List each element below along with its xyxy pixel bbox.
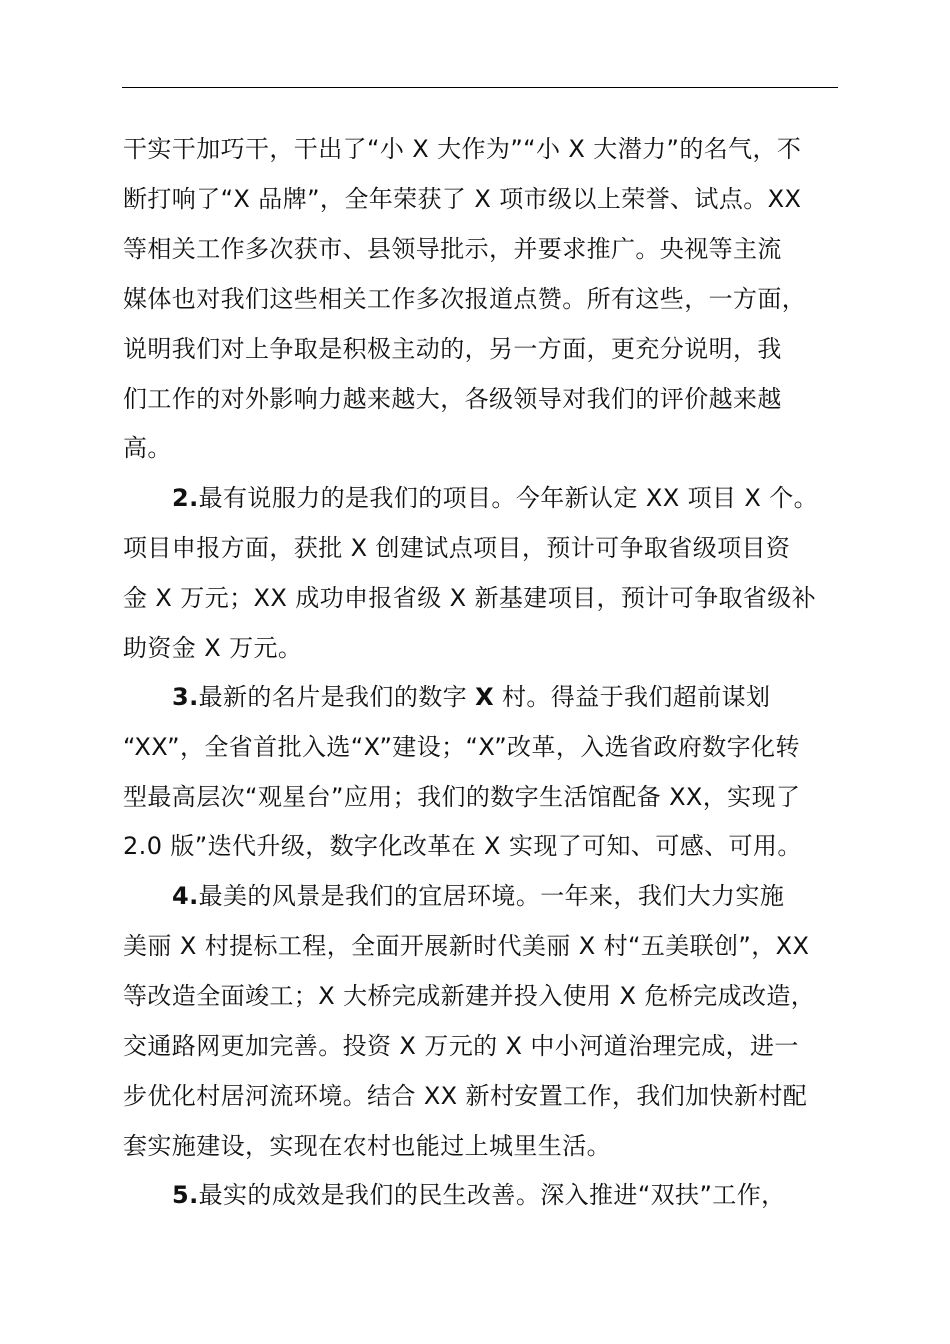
item-heading-text: 最有说服力的是我们的项目。今年新认定 XX 项目 X 个。 — [198, 484, 819, 512]
paragraph-line: 们工作的对外影响力越来越大，各级领导对我们的评价越来越 — [123, 385, 782, 413]
paragraph-line: 项目申报方面，获批 X 创建试点项目，预计可争取省级项目资 — [123, 534, 791, 562]
paragraph-line: 型最高层次“观星台”应用；我们的数字生活馆配备 XX，实现了 — [123, 783, 801, 811]
item-number: 4. — [172, 882, 199, 910]
item-heading-text: 最实的成效是我们的民生改善。深入推进“双扶”工作， — [198, 1181, 786, 1209]
item-number: 5. — [172, 1181, 199, 1209]
paragraph-line: 等相关工作多次获市、县领导批示，并要求推广。央视等主流 — [123, 235, 782, 263]
bold-x: X — [475, 683, 494, 711]
paragraph-line: 交通路网更加完善。投资 X 万元的 X 中小河道治理完成，进一 — [123, 1032, 799, 1060]
paragraph-line: 步优化村居河流环境。结合 XX 新村安置工作，我们加快新村配 — [123, 1082, 808, 1110]
paragraph-line: 2.0 版”迭代升级，数字化改革在 X 实现了可知、可感、可用。 — [123, 832, 802, 860]
header-rule — [122, 87, 838, 88]
paragraph-line: 高。 — [123, 434, 172, 462]
paragraph-line: 等改造全面竣工；X 大桥完成新建并投入使用 X 危桥完成改造， — [123, 982, 816, 1010]
item-3-first-line — [172, 681, 912, 713]
item-heading-text: 最新的名片是我们的数字 — [198, 683, 476, 711]
paragraph-line: 助资金 X 万元。 — [123, 634, 303, 662]
paragraph-line: “XX”，全省首批入选“X”建设；“X”改革，入选省政府数字化转 — [123, 733, 800, 761]
item-2-first-line — [172, 482, 912, 514]
paragraph-line: 断打响了“X 品牌”，全年荣获了 X 项市级以上荣誉、试点。XX — [123, 185, 802, 213]
paragraph-line: 套实施建设，实现在农村也能过上城里生活。 — [123, 1132, 611, 1160]
item-5-first-line — [172, 1179, 912, 1211]
paragraph-line: 干实干加巧干，干出了“小 X 大作为”“小 X 大潜力”的名气，不 — [123, 135, 802, 163]
item-number: 2. — [172, 484, 199, 512]
item-heading-text: 村。得益于我们超前谋划 — [493, 683, 771, 711]
paragraph-line: 金 X 万元；XX 成功申报省级 X 新基建项目，预计可争取省级补 — [123, 584, 817, 612]
paragraph-line: 说明我们对上争取是积极主动的，另一方面，更充分说明，我 — [123, 335, 782, 363]
paragraph-line: 媒体也对我们这些相关工作多次报道点赞。所有这些，一方面， — [123, 285, 807, 313]
paragraph-line: 美丽 X 村提标工程，全面开展新时代美丽 X 村“五美联创”，XX — [123, 932, 810, 960]
item-number: 3. — [172, 683, 199, 711]
item-heading-text: 最美的风景是我们的宜居环境。一年来，我们大力实施 — [198, 882, 785, 910]
item-4-first-line — [172, 880, 912, 912]
